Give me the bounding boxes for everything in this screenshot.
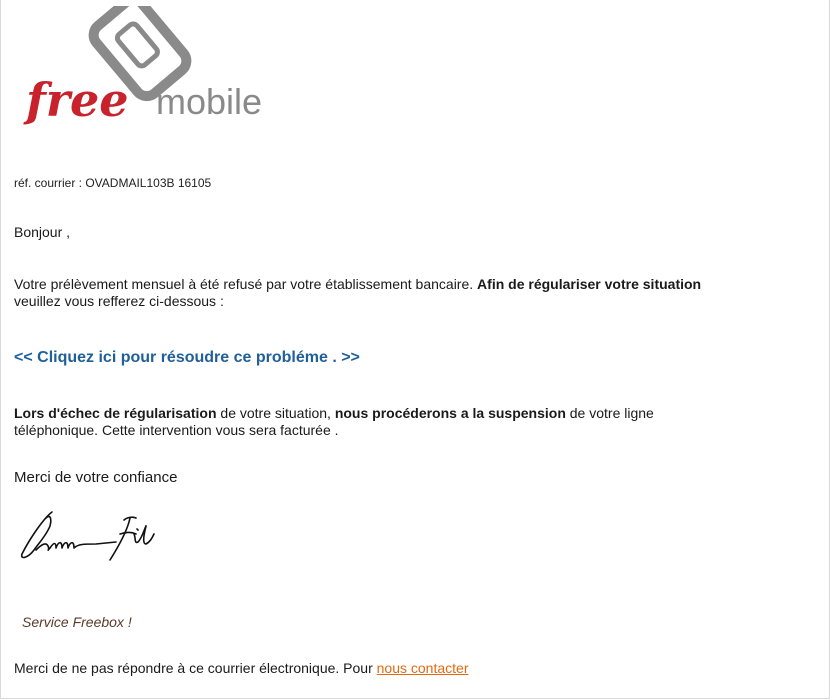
payment-refused-paragraph	[14, 276, 714, 310]
resolve-problem-link[interactable]: << Cliquez ici pour résoudre ce probléme . >>	[14, 349, 360, 366]
paragraph2-bold-1: Lors d'échec de régularisation	[14, 405, 217, 421]
paragraph1-text-2: veuillez vous refferez ci-dessous :	[14, 293, 224, 309]
suspension-warning-paragraph	[14, 405, 714, 439]
svg-text:free: free	[26, 73, 129, 127]
contact-us-link[interactable]: nous contacter	[376, 660, 469, 676]
paragraph1-bold-1: Afin de régulariser votre situation	[477, 276, 702, 292]
free-mobile-logo	[22, 6, 282, 131]
paragraph2-bold-2: nous procéderons a la suspension	[334, 405, 566, 421]
footer-text: Merci de ne pas répondre à ce courrier électronique. Pour	[14, 660, 377, 676]
footer-notice	[14, 660, 468, 676]
paragraph2-text-1: de votre situation,	[216, 405, 335, 421]
greeting: Bonjour ,	[14, 224, 71, 240]
svg-text:mobile: mobile	[156, 81, 263, 122]
service-signature: Service Freebox !	[22, 614, 132, 630]
mail-reference: réf. courrier : OVADMAIL103B 16105	[14, 176, 212, 190]
thanks-line: Merci de votre confiance	[14, 469, 178, 486]
paragraph2-text-2: de votre ligne téléphonique. Cette intervention vous sera facturée .	[14, 405, 654, 438]
handwritten-signature	[16, 504, 166, 566]
paragraph1-text-1: Votre prélèvement mensuel à été refusé par votre établissement bancaire.	[14, 276, 478, 292]
